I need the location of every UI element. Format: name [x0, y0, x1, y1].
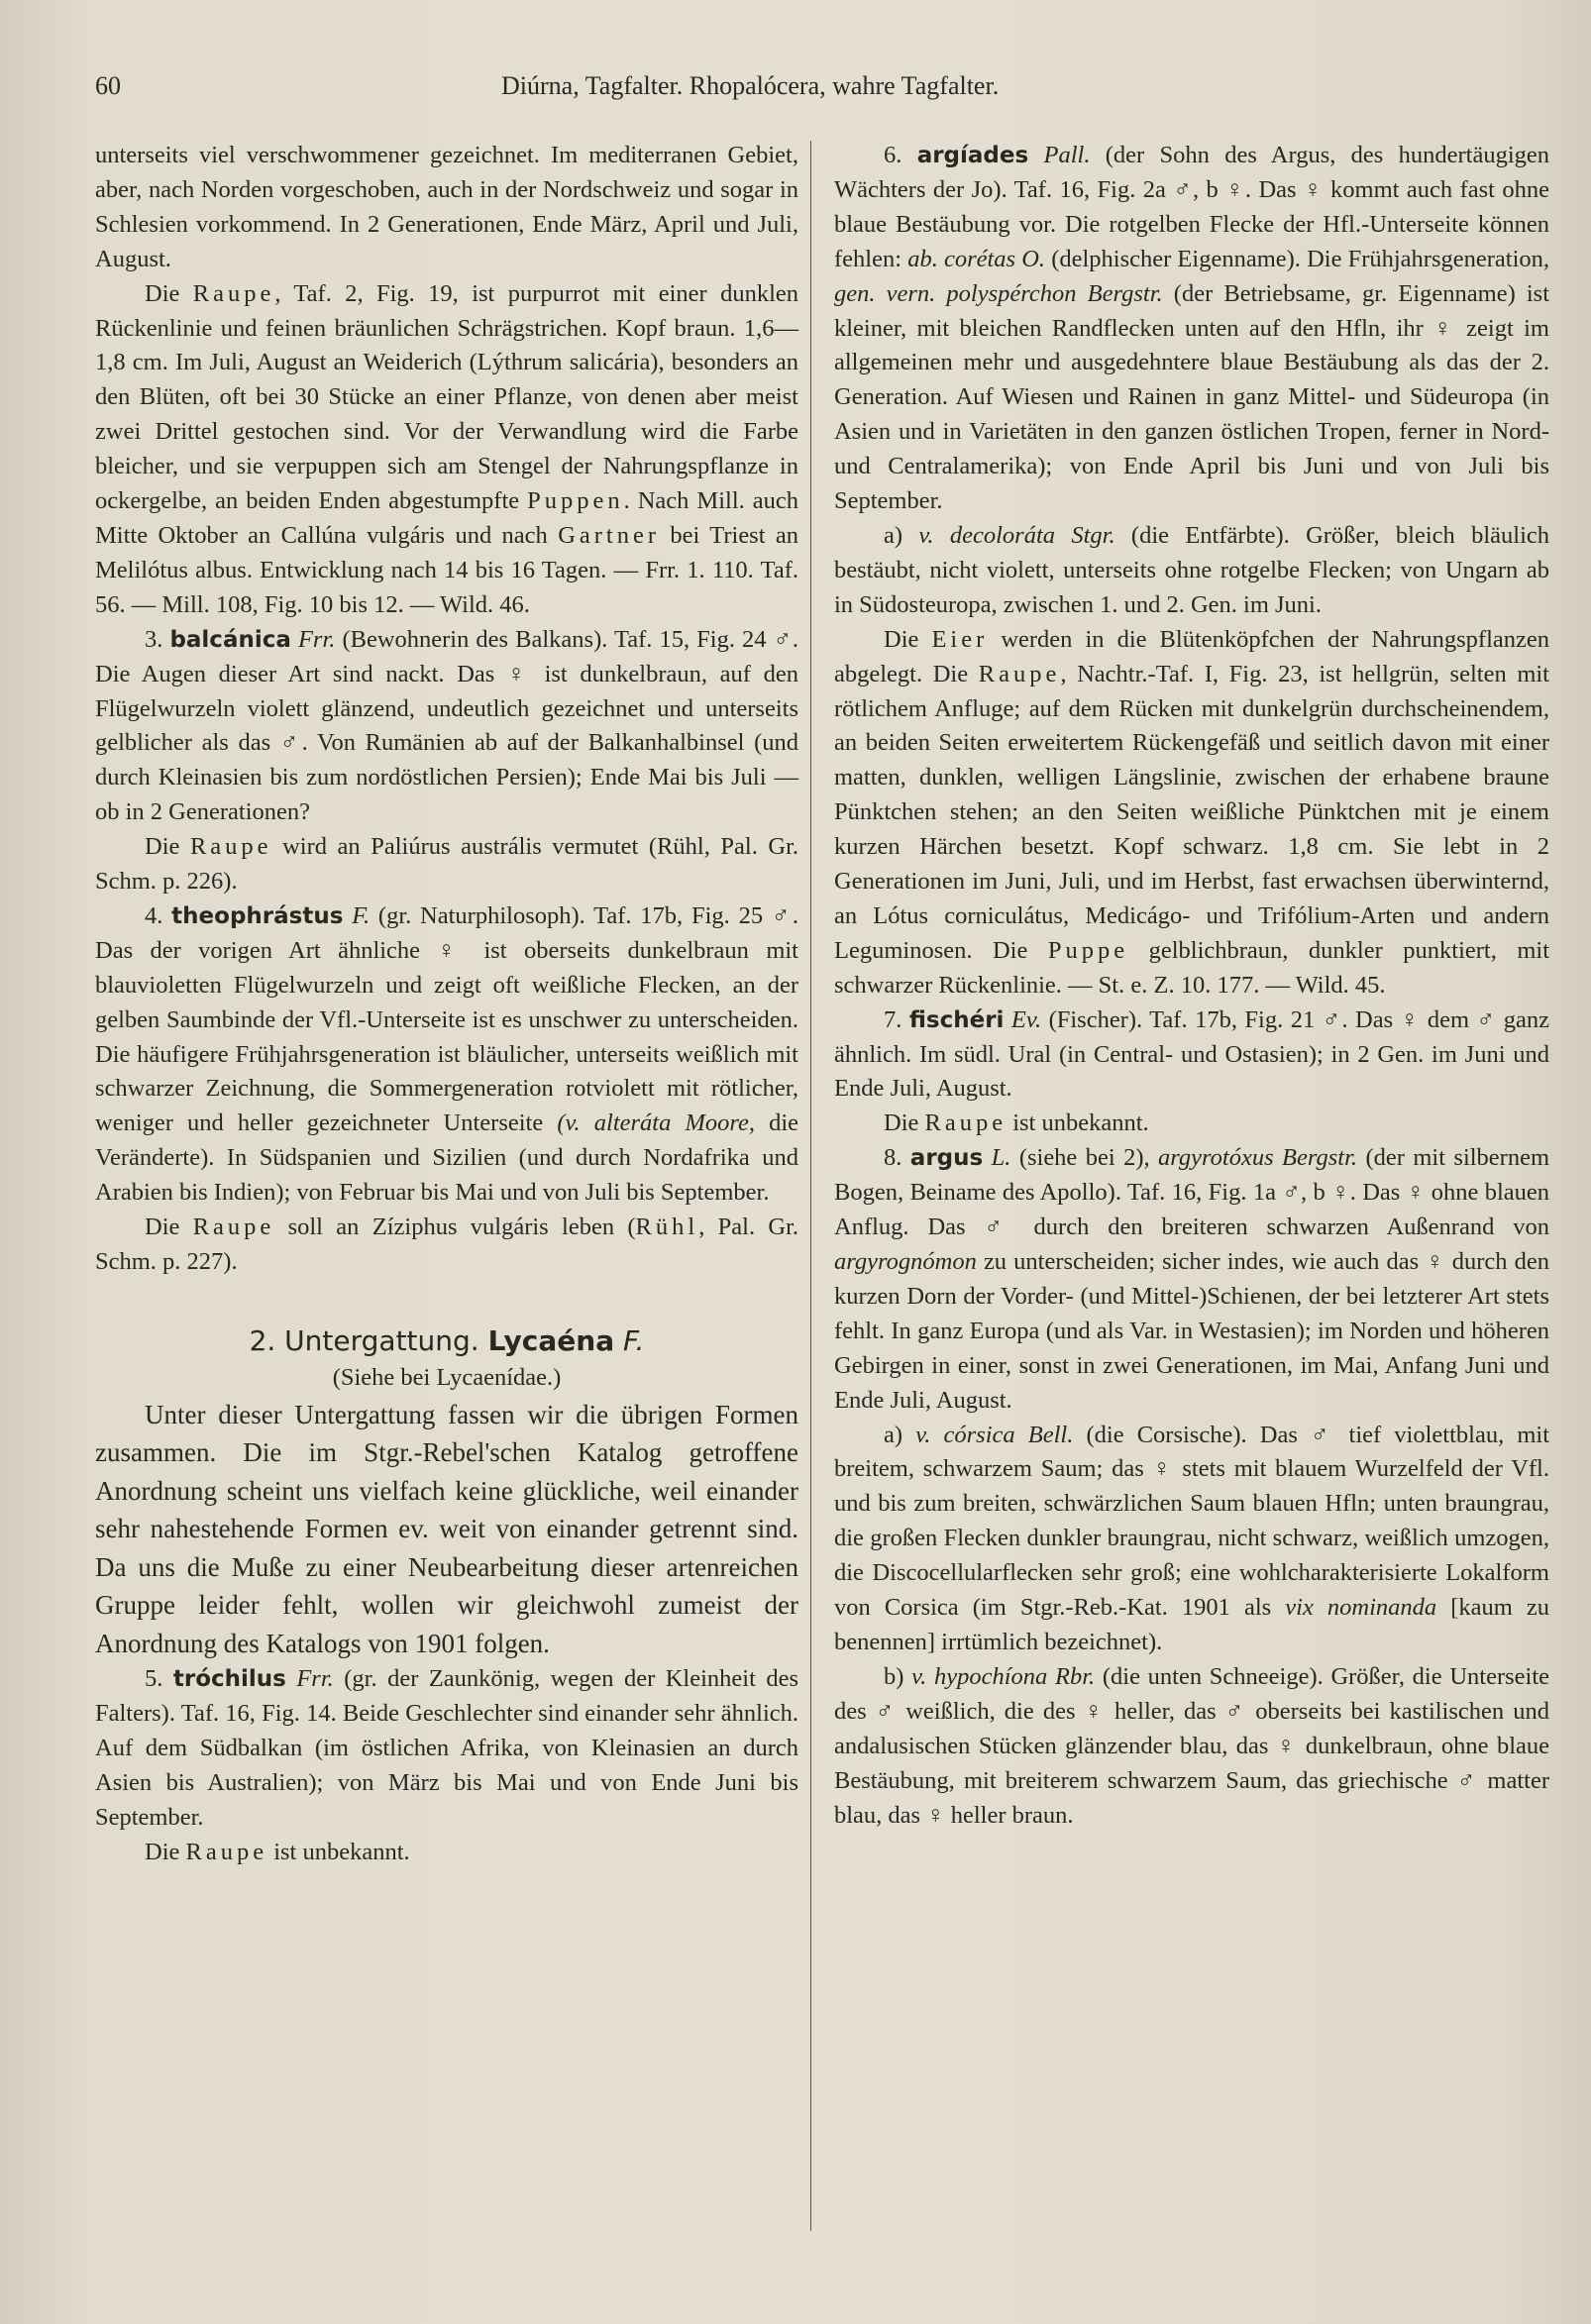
text-run: (die Corsische). Das ♂ tief violettblau, mit breitem, schwarzem Saum; das ♀ stets mit blauem Wurzelfeld der Vfl. und bis zum breiten, schwärzlichen Saum blauen Hfln; unten braungrau, die großen Flecken dunkler braungrau, nicht schwarz, weißlich umzogen, die Discocellularflecken sehr groß; eine wohlcharakterisierte Lokalform von Corsica (im Stgr.-Reb.-Kat. 1901 als: [834, 1421, 1550, 1622]
text-run: Pall.: [1043, 142, 1091, 168]
text-run: v. decoloráta Stgr.: [918, 521, 1115, 549]
right-column: [834, 139, 1549, 1833]
text-run: 2. Untergattung.: [249, 1323, 479, 1357]
text-run: (der Betriebsame, gr. Eigenname) ist kleiner, mit bleichen Randflecken unten auf den Hfln, ihr ♀ zeigt im allgemeinen mehr und ausgedehntere blaue Bestäubung als das der 2. Generation. Auf Wiesen und Rainen in ganz Mittel- und Südeuropa (in Asien und in Varietäten in den ganzen östlichen Tropen, ferner in Nord- und Centralamerika); von Ende April bis Juni und von Juli bis September.: [834, 279, 1550, 515]
text-run: 3.: [145, 625, 163, 653]
text-run: argyrognómon: [834, 1248, 977, 1275]
text-run: 5.: [145, 1665, 163, 1693]
text-run: v. hypochíona Rbr.: [911, 1662, 1096, 1690]
text-run: L.: [991, 1144, 1011, 1172]
species-name: tróchilus: [172, 1666, 286, 1693]
column-divider: [810, 141, 811, 2231]
text-run: a): [884, 1421, 903, 1448]
variety-entry: [834, 1419, 1549, 1660]
text-run: 8.: [884, 1144, 902, 1172]
text-run: Die: [145, 1214, 180, 1241]
text-run: Rühl: [635, 1214, 699, 1241]
text-run: bei Triest an Melilótus albus. Entwicklung nach 14 bis 16 Tagen. — Frr. 1. 110. Taf. 56. — Mill. 108, Fig. 10 bis 12. — Wild. 46.: [95, 521, 799, 618]
text-run: F.: [352, 901, 371, 929]
text-run: a): [884, 521, 903, 549]
species-entry: [834, 1004, 1549, 1108]
text-run: argyrotóxus Bergstr.: [1158, 1144, 1358, 1172]
species-entry: [95, 899, 798, 1211]
text-run: (v. alteráta Moore,: [557, 1109, 755, 1137]
variety-entry: [834, 519, 1549, 623]
species-entry: [95, 623, 798, 830]
paragraph: [834, 623, 1549, 1004]
species-name: fischéri: [908, 1006, 1005, 1033]
text-run: 7.: [884, 1005, 902, 1033]
page-number: 60: [95, 71, 121, 100]
text-run: Die: [145, 1838, 180, 1865]
paragraph: [95, 1836, 798, 1870]
species-name: argus: [909, 1145, 984, 1172]
text-run: gelblichbraun, dunkler punktiert, mit schwarzer Rückenlinie. — St. e. Z. 10. 177. — Wild. 45.: [834, 936, 1550, 999]
text-run: (gr. Naturphilosoph). Taf. 17b, Fig. 25 ♂. Das der vorigen Art ähnliche ♀ ist oberseits dunkelbraun mit blauvioletten Flügelwurzeln und zeigt oft weißliche Flecken, an der gelben Saumbinde der Vfl.-Unterseite ist es unschwer zu unterscheiden. Die häufigere Frühjahrsgeneration ist bläulicher, unterseits weißlich mit schwarzer Zeichnung, die Sommergeneration rotviolett mit rötlicher, weniger und heller gezeichneter Unterseite: [95, 901, 799, 1137]
text-run: Raupe: [189, 833, 272, 861]
text-run: (der mit silbernem Bogen, Beiname des Apollo). Taf. 16, Fig. 1a ♂, b ♀. Das ♀ ohne blauen Anflug. Das ♂ durch den breiteren schwarzen Außenrand von: [834, 1144, 1550, 1241]
species-name: theophrástus: [171, 902, 344, 929]
species-entry: [834, 139, 1549, 519]
text-run: Die: [145, 279, 180, 307]
text-run: (die unten Schneeige). Größer, die Unterseite des ♂ weißlich, die des ♀ heller, das ♂ oberseits bei kastilischen und andalusischen Stücken glänzender blau, das ♀ dunkelbraun, ohne blaue Bestäubung, mit breiterem schwarzem Saum, das griechische ♂ matter blau, das ♀ heller braun.: [834, 1662, 1549, 1829]
text-run: (der Sohn des Argus, des hundertäugigen Wächters der Jo). Taf. 16, Fig. 2a ♂, b ♀. Das ♀ kommt auch fast ohne blaue Bestäubung vor. Die rotgelben Flecke der Hfl.-Unterseite können fehlen:: [834, 142, 1550, 272]
text-run: Raupe: [924, 1109, 1008, 1137]
text-run: werden in die Blütenköpfchen der Nahrungspflanzen abgelegt. Die: [834, 625, 1550, 687]
paragraph: [95, 139, 798, 277]
text-run: Lycaéna: [487, 1323, 615, 1357]
text-run: Raupe: [192, 1214, 275, 1241]
text-run: , Nachtr.-Taf. I, Fig. 23, ist hellgrün, selten mit rötlichem Anfluge; auf dem Rücken mit dunkelgrün durchscheinendem, an beiden Seiten erweitertem Rückengefäß und seitlich davon mit einer matten, dunklen, welligen Längslinie, zwischen der erhabene braune Pünktchen stehen; an den Seiten weißliche Pünktchen mit je einem kurzen Härchen besetzt. Kopf schwarz. 1,8 cm. Sie lebt in 2 Generationen im Juni, Juli, und im Herbst, fast erwachsen überwinternd, an Lótus corniculátus, Medicágo- und Trifólium-Arten und andern Leguminosen. Die: [834, 660, 1549, 964]
text-run: , Taf. 2, Fig. 19, ist purpurrot mit einer dunklen Rückenlinie und feinen bräunlichen Schrägstrichen. Kopf braun. 1,6—1,8 cm. Im Juli, August an Weiderich (Lýthrum salicária), besonders an den Blüten, oft bei 30 Stücke an einer Pflanze, von denen aber meist zwei Drittel gestochen sind. Vor der Verwandlung wird die Farbe bleicher, und sie verpuppen sich am Stengel der Nahrungspflanze in ockergelbe, an beiden Enden abgestumpfte: [95, 279, 798, 515]
text-run: ist unbekannt.: [273, 1838, 410, 1865]
text-run: Frr.: [296, 1665, 334, 1693]
variety-entry: [834, 1660, 1549, 1834]
species-entry: [95, 1662, 798, 1836]
text-run: (delphischer Eigenname). Die Frühjahrsgeneration,: [1051, 245, 1550, 272]
text-run: F.: [623, 1323, 645, 1357]
text-run: Eier: [931, 625, 989, 653]
text-run: , Pal. Gr. Schm. p. 227).: [95, 1214, 799, 1275]
text-run: vix nominanda: [1285, 1594, 1437, 1622]
text-run: Raupe: [192, 279, 275, 307]
text-run: (siehe bei 2),: [1018, 1144, 1150, 1172]
text-run: unterseits viel verschwommener gezeichnet. Im mediterranen Gebiet, aber, nach Norden vorgeschoben, auch in der Nordschweiz und sogar in Schlesien vorkommend. In 2 Generationen, Ende März, April und Juli, August.: [95, 142, 798, 272]
paragraph: [95, 277, 798, 623]
text-run: Ev.: [1010, 1005, 1042, 1033]
text-run: gen. vern. polyspérchon Bergstr.: [834, 279, 1163, 307]
text-run: ab. corétas O.: [907, 245, 1046, 272]
text-run: wird an Paliúrus austrális vermutet (Rühl, Pal. Gr. Schm. p. 226).: [95, 833, 799, 896]
text-run: soll an Zíziphus vulgáris leben (: [287, 1214, 636, 1241]
text-run: b): [884, 1662, 904, 1690]
text-run: [kaum zu benennen] irrtümlich bezeichnet).: [834, 1594, 1550, 1655]
text-run: die Veränderte). In Südspanien und Sizilien (und durch Nordafrika und Arabien bis Indien); von Februar bis Mai und von Juli bis September.: [95, 1109, 799, 1207]
text-run: Puppe: [1047, 936, 1129, 964]
text-run: (Fischer). Taf. 17b, Fig. 21 ♂. Das ♀ dem ♂ ganz ähnlich. Im südl. Ural (in Central- und Ostasien); in 2 Gen. im Juni und Ende Juli, August.: [834, 1005, 1549, 1103]
text-run: Frr.: [297, 625, 336, 653]
running-title: Diúrna, Tagfalter. Rhopalócera, wahre Tagfalter.: [501, 71, 1000, 100]
text-run: ist unbekannt.: [1012, 1109, 1149, 1137]
text-run: Raupe: [185, 1838, 268, 1865]
paragraph: [95, 830, 798, 899]
text-run: Die: [145, 833, 180, 861]
paragraph: [95, 1211, 798, 1280]
text-run: Puppen: [527, 487, 624, 515]
text-run: 4.: [145, 901, 163, 929]
text-run: 6.: [884, 142, 902, 168]
left-column: [95, 139, 798, 1870]
paragraph: [834, 1107, 1549, 1141]
text-run: Die: [884, 1109, 919, 1137]
text-run: Die: [884, 625, 919, 653]
text-run: zu unterscheiden; sicher indes, wie auch das ♀ durch den kurzen Dorn der Vorder- (und Mittel-)Schienen, der bei letzterer Art stets fehlt. In ganz Europa (und als Var. in Westasien); im Norden und höheren Gebirgen in einer, sonst in zwei Generationen, im Mai, Anfang Juni und Ende Juli, August.: [834, 1248, 1550, 1414]
section-intro: Unter dieser Untergattung fassen wir die übrigen Formen zusammen. Die im Stgr.-Rebel'schen Katalog getroffene Anordnung scheint uns vielfach keine glückliche, weil einander sehr nahestehende Formen ev. weit von einander getrennt sind. Da uns die Muße zu einer Neubearbeitung dieser artenreichen Gruppe leider fehlt, wollen wir gleichwohl zumeist der Anordnung des Katalogs von 1901 folgen.: [95, 1399, 798, 1658]
text-run: (gr. der Zaunkönig, wegen der Kleinheit des Falters). Taf. 16, Fig. 14. Beide Geschlechter sind einander sehr ähnlich. Auf dem Südbalkan (im östlichen Afrika, von Kleinasien an durch Asien bis Australien); von März bis Mai und von Ende Juni bis September.: [95, 1665, 799, 1831]
text-run: (Bewohnerin des Balkans). Taf. 15, Fig. 24 ♂. Die Augen dieser Art sind nackt. Das ♀ ist dunkelbraun, auf den Flügelwurzeln violett glänzend, undeutlich gezeichnet und unterseits gelblicher als das ♂. Von Rumänien ab auf der Balkanhalbinsel (und durch Kleinasien bis zum nordöstlichen Persien); Ende Mai bis Juli — ob in 2 Generationen?: [95, 625, 799, 826]
species-name: balcánica: [169, 626, 291, 653]
text-run: . Nach Mill. auch Mitte Oktober an Callúna vulgáris und nach: [95, 487, 798, 549]
text-run: Gartner: [558, 521, 661, 549]
section-subheading: (Siehe bei Lycaenídae.): [332, 1363, 562, 1391]
species-name: argíades: [916, 143, 1029, 168]
text-run: Raupe: [978, 660, 1061, 687]
species-entry: [834, 1141, 1549, 1418]
text-run: (die Entfärbte). Größer, bleich bläulich bestäubt, nicht violett, unterseits ohne rotgelbe Flecken; von Ungarn ab in Südosteuropa, zwischen 1. und 2. Gen. im Juni.: [834, 521, 1550, 618]
text-run: v. córsica Bell.: [915, 1421, 1074, 1448]
page-header: [95, 71, 1502, 121]
section-heading: [95, 1321, 798, 1361]
